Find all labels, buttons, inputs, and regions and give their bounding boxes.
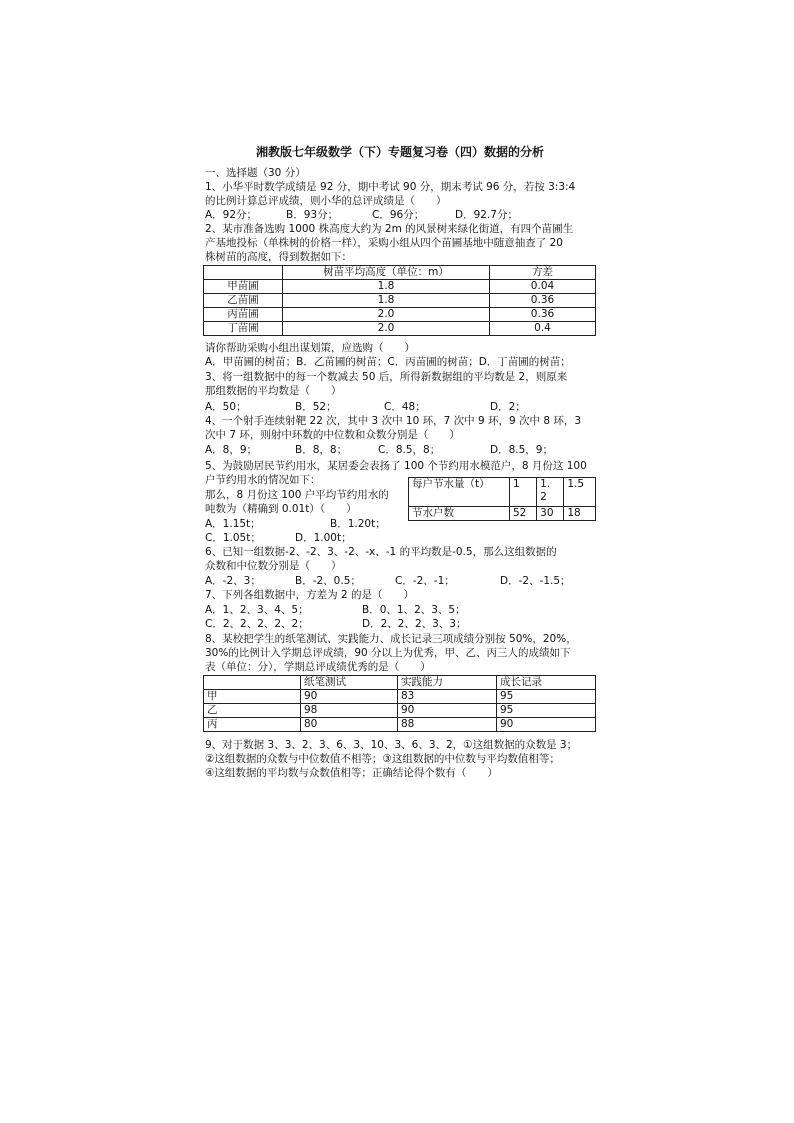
q2-line2: 产基地投标（单株树的价格一样），采购小组从四个苗圃基地中随意抽查了 20 — [205, 237, 563, 249]
q1-line2: 的比例计算总评成绩，则小华的总评成绩是（ ） — [205, 195, 447, 207]
q2-line3: 株树苗的高度，得到数据如下： — [205, 251, 352, 263]
q3-option-d: D．2； — [490, 401, 526, 413]
q5-option-b: B．1.20t； — [330, 518, 386, 530]
q1-option-b: B．93分； — [286, 209, 339, 221]
q8-line3: 表（单位：分），学期总评成绩优秀的是（ ） — [205, 661, 431, 673]
q9-line3: ④这组数据的平均数与众数值相等；正确结论得个数有（ ） — [205, 767, 498, 779]
table-row: 树苗平均高度（单位：m） 方差 — [204, 266, 596, 280]
q4-option-b: B．8，8； — [295, 444, 348, 456]
table-row: 丙 80 88 90 — [204, 718, 596, 732]
q7-option-b: B．0、1、2、3、5； — [362, 604, 466, 616]
q3-line2: 那组数据的平均数是（ ） — [205, 385, 342, 397]
q5-option-d: D．1.00t； — [295, 532, 352, 544]
table-row: 丙苗圃 2.0 0.36 — [204, 308, 596, 322]
q4-line1: 4、一个射手连续射靶 22 次，其中 3 次中 10 环，7 次中 9 环，9 次中 8 环，3 — [205, 415, 582, 427]
table-row: 每户节水量（t） 1 1. 2 1.5 — [409, 478, 596, 507]
table-row: 乙 98 90 95 — [204, 704, 596, 718]
q6-option-a: A．-2、3； — [205, 575, 261, 587]
q4-option-d: D．8.5，9； — [490, 444, 553, 456]
table-row: 甲 90 83 95 — [204, 690, 596, 704]
q5-option-c: C．1.05t； — [205, 532, 261, 544]
table-row: 节水户数 52 30 18 — [409, 507, 596, 521]
q9-line1: 9、对于数据 3、3、2、3、6、3、10、3、6、3、2，①这组数据的众数是 3； — [205, 739, 578, 751]
q5-table — [408, 477, 596, 521]
q6-option-b: B．-2、0.5； — [295, 575, 361, 587]
table-row: 甲苗圃 1.8 0.04 — [204, 280, 596, 294]
q6-option-c: C．-2、-1； — [395, 575, 455, 587]
q3-option-c: C．48； — [384, 401, 426, 413]
page-title: 湘教版七年级数学（下）专题复习卷（四）数据的分析 — [255, 145, 544, 159]
q1-option-c: C．96分； — [372, 209, 425, 221]
q6-option-d: D．-2、-1.5； — [500, 575, 571, 587]
table-row: 乙苗圃 1.8 0.36 — [204, 294, 596, 308]
q7-option-a: A．1、2、3、4、5； — [205, 604, 309, 616]
q1-line1: 1、小华平时数学成绩是 92 分，期中考试 90 分，期末考试 96 分，若按 3:3:4 — [205, 181, 576, 193]
q5-line4: 吨数为（精确到 0.01t）（ ） — [205, 503, 357, 515]
q2-line5: A．甲苗圃的树苗；B．乙苗圃的树苗；C．丙苗圃的树苗；D．丁苗圃的树苗； — [205, 356, 571, 368]
q4-option-a: A．8，9； — [205, 444, 258, 456]
table-row: 丁苗圃 2.0 0.4 — [204, 322, 596, 336]
q9-line2: ②这组数据的众数与中位数值不相等；③这组数据的中位数与平均数值相等； — [205, 753, 560, 765]
q8-line1: 8、某校把学生的纸笔测试、实践能力、成长记录三项成绩分别按 50%，20%， — [205, 633, 577, 645]
q3-line1: 3、将一组数据中的每一个数减去 50 后，所得新数据组的平均数是 2，则原来 — [205, 371, 568, 383]
q2-line4: 请你帮助采购小组出谋划策，应选购（ ） — [205, 342, 415, 354]
q3-option-a: A．50； — [205, 401, 247, 413]
q2-table — [203, 265, 596, 336]
q5-line1: 5、为鼓励居民节约用水，某居委会表扬了 100 个节约用水模范户，8 月份这 100 — [205, 460, 587, 472]
q1-option-d: D．92.7分； — [455, 209, 518, 221]
q8-line2: 30%的比例计入学期总评成绩，90 分以上为优秀，甲、乙、丙三人的成绩如下 — [205, 647, 571, 659]
q3-option-b: B．52； — [295, 401, 337, 413]
table-row: 纸笔测试 实践能力 成长记录 — [204, 676, 596, 690]
q7-line1: 7、下列各组数据中，方差为 2 的是（ ） — [205, 589, 415, 601]
q5-line3: 那么，8 月份这 100 户平均节约用水的 — [205, 489, 389, 501]
q7-option-c: C．2、2、2、2、2； — [205, 618, 309, 630]
section-heading: 一、选择题（30 分） — [205, 167, 306, 179]
q5-option-a: A．1.15t； — [205, 518, 261, 530]
q7-option-d: D．2、2、2、3、3； — [362, 618, 467, 630]
q4-line2: 次中 7 环，则射中环数的中位数和众数分别是（ ） — [205, 429, 460, 441]
q6-line2: 众数和中位数分别是（ ） — [205, 560, 342, 572]
q6-line1: 6、已知一组数据-2、-2、3、-2、-x、-1 的平均数是-0.5，那么这组数据的 — [205, 546, 557, 558]
q1-option-a: A．92分； — [205, 209, 258, 221]
q8-table — [203, 675, 596, 732]
q5-line2: 户节约用水的情况如下： — [205, 474, 321, 486]
q4-option-c: C．8.5，8； — [378, 444, 441, 456]
q2-line1: 2、某市准备选购 1000 株高度大约为 2m 的风景树来绿化街道，有四个苗圃生 — [205, 223, 574, 235]
